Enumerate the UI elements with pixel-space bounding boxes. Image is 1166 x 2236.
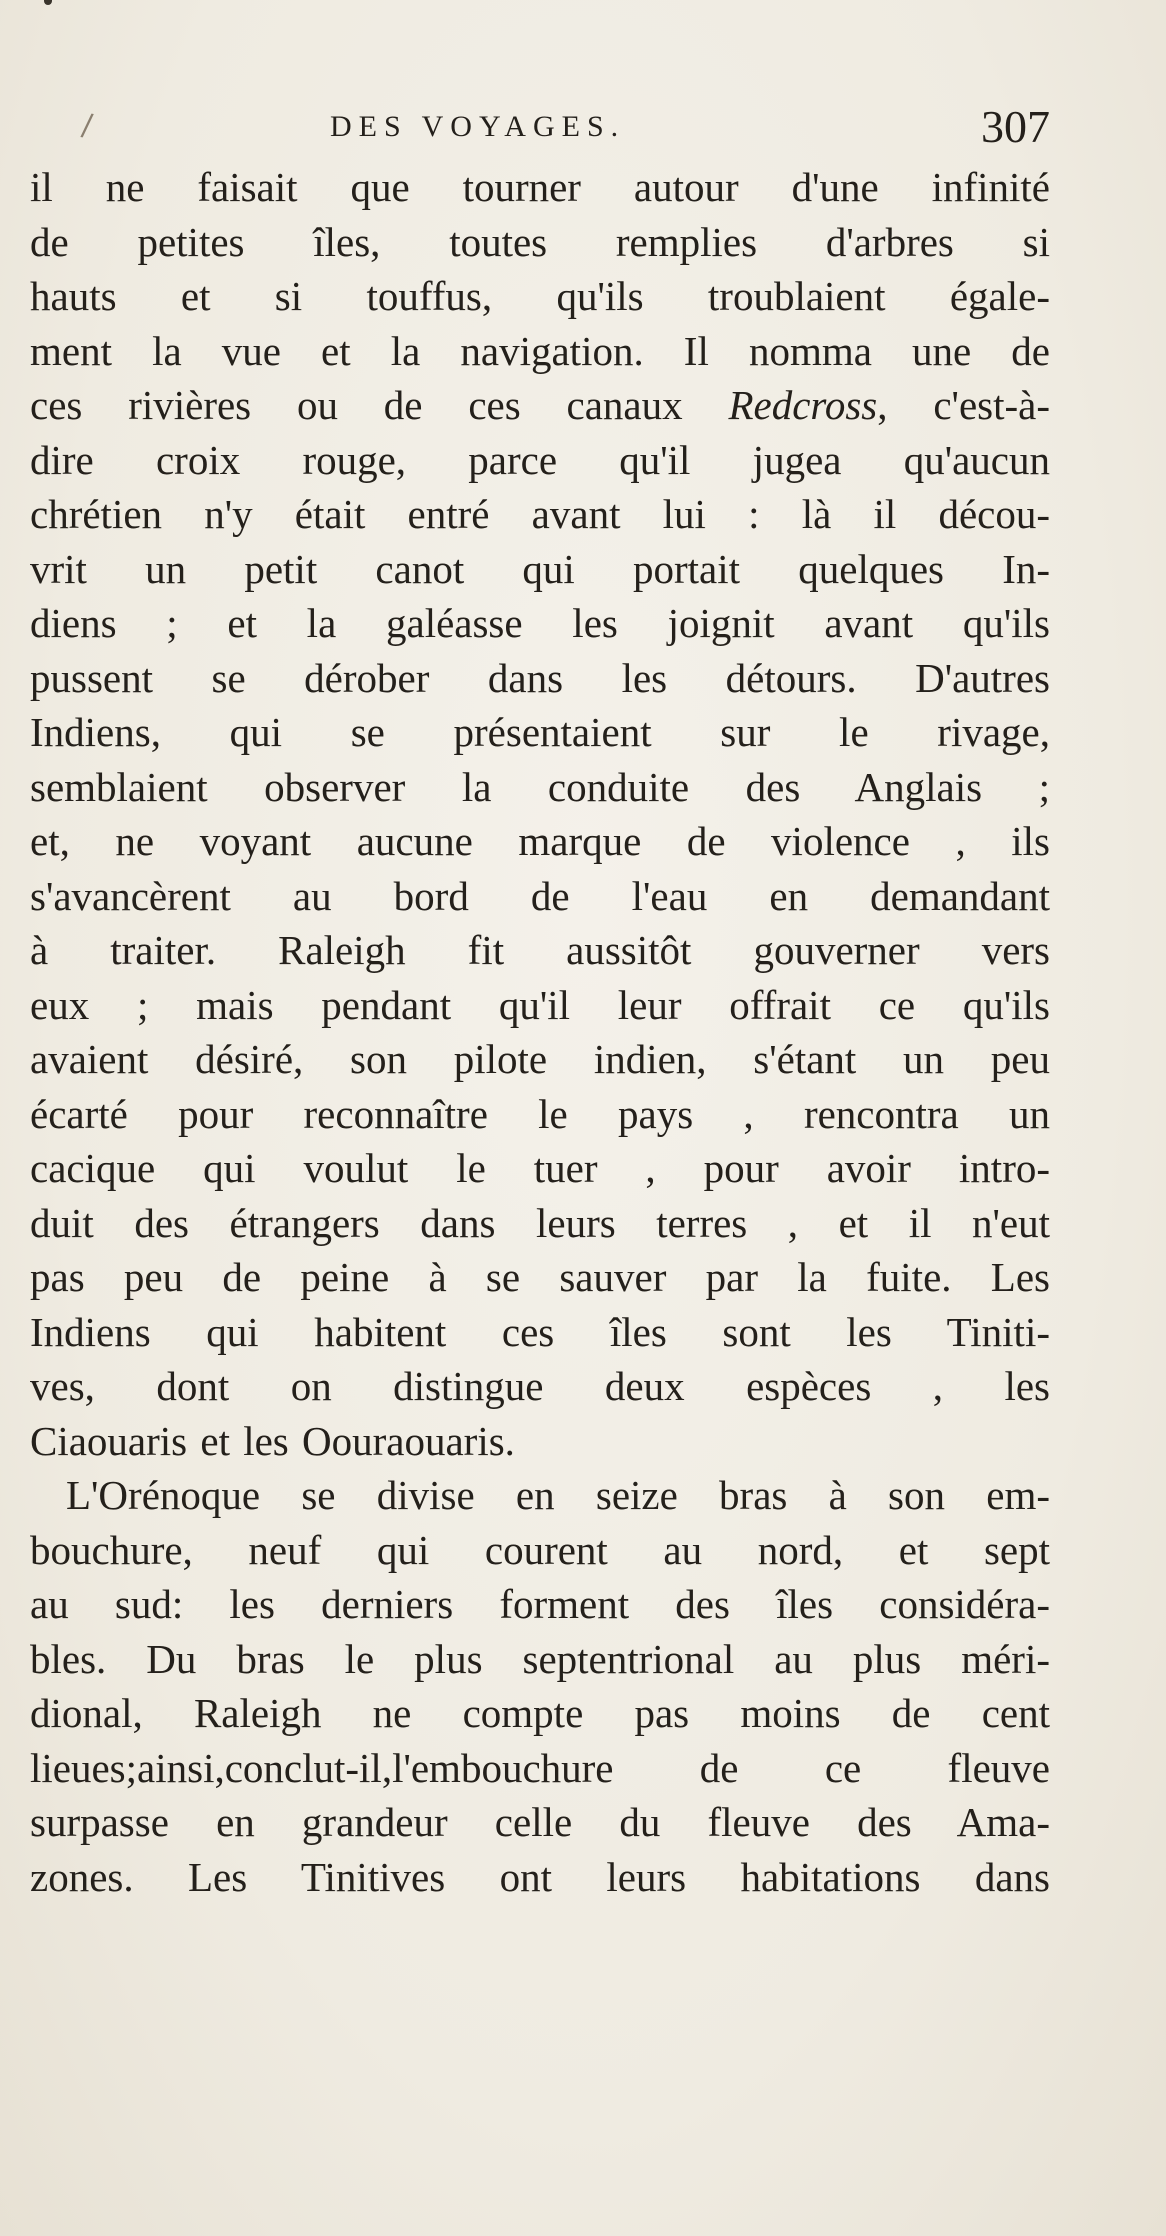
text-line: vrit un petit canot qui portait quelques In- bbox=[30, 545, 1050, 592]
text-line-with-italic: ces rivières ou de ces canaux Redcross, c'est-à- bbox=[30, 382, 1050, 428]
text-line: bles. Du bras le plus septentrional au plus méri- bbox=[30, 1635, 1050, 1682]
text-line: à traiter. Raleigh fit aussitôt gouverner vers bbox=[30, 927, 1050, 973]
text-line: s'avancèrent au bord de l'eau en demandant bbox=[30, 872, 1050, 919]
page-number: 307 bbox=[981, 101, 1050, 152]
text-line: pas peu de peine à se sauver par la fuite. Les bbox=[30, 1254, 1050, 1300]
text-line: et, ne voyant aucune marque de violence , ils bbox=[30, 818, 1050, 864]
text-line: avaient désiré, son pilote indien, s'étant un peu bbox=[30, 1036, 1050, 1082]
text-line: diens ; et la galéasse les joignit avant qu'ils bbox=[30, 600, 1050, 646]
text-line: cacique qui voulut le tuer , pour avoir intro- bbox=[30, 1145, 1050, 1191]
text-line: écarté pour reconnaître le pays , rencontra un bbox=[30, 1090, 1050, 1137]
text-line: duit des étrangers dans leurs terres , et il n'eut bbox=[30, 1199, 1050, 1246]
text-line: il ne faisait que tourner autour d'une infinité bbox=[30, 164, 1050, 210]
text-line: au sud: les derniers forment des îles considéra- bbox=[30, 1581, 1050, 1627]
text-line: ves, dont on distingue deux espèces , les bbox=[30, 1363, 1050, 1409]
text-line: lieues;ainsi,conclut-il,l'embouchure de ce fleuve bbox=[30, 1744, 1050, 1791]
text-line: L'Orénoque se divise en seize bras à son em- bbox=[66, 1472, 1050, 1518]
text-line: dional, Raleigh ne compte pas moins de cent bbox=[30, 1690, 1050, 1736]
italic-word: Redcross bbox=[728, 382, 878, 428]
text-line: ment la vue et la navigation. Il nomma une de bbox=[30, 327, 1050, 374]
text-line: chrétien n'y était entré avant lui : là il décou- bbox=[30, 491, 1050, 537]
ink-mark bbox=[44, 0, 52, 5]
text-line: bouchure, neuf qui courent au nord, et sept bbox=[30, 1526, 1050, 1573]
running-title: DES VOYAGES. bbox=[330, 110, 626, 143]
body-text bbox=[30, 160, 1050, 1904]
text-line: hauts et si touffus, qu'ils troublaient égale- bbox=[30, 273, 1050, 319]
text-line: semblaient observer la conduite des Anglais ; bbox=[30, 763, 1050, 810]
text-line: de petites îles, toutes remplies d'arbres si bbox=[30, 218, 1050, 265]
text-line: surpasse en grandeur celle du fleuve des Ama- bbox=[30, 1799, 1050, 1845]
text-line: eux ; mais pendant qu'il leur offrait ce qu'ils bbox=[30, 981, 1050, 1028]
text-line: Indiens, qui se présentaient sur le rivage, bbox=[30, 709, 1050, 755]
pencil-mark: / bbox=[79, 107, 95, 144]
text-line: Ciaouaris et les Oouraouaris. bbox=[30, 1417, 515, 1464]
running-head bbox=[30, 100, 1050, 160]
text-line: pussent se dérober dans les détours. D'autres bbox=[30, 654, 1050, 701]
text-line: zones. Les Tinitives ont leurs habitations dans bbox=[30, 1853, 1050, 1900]
text-line: Indiens qui habitent ces îles sont les Tiniti- bbox=[30, 1308, 1050, 1355]
text-line: dire croix rouge, parce qu'il jugea qu'aucun bbox=[30, 436, 1050, 483]
